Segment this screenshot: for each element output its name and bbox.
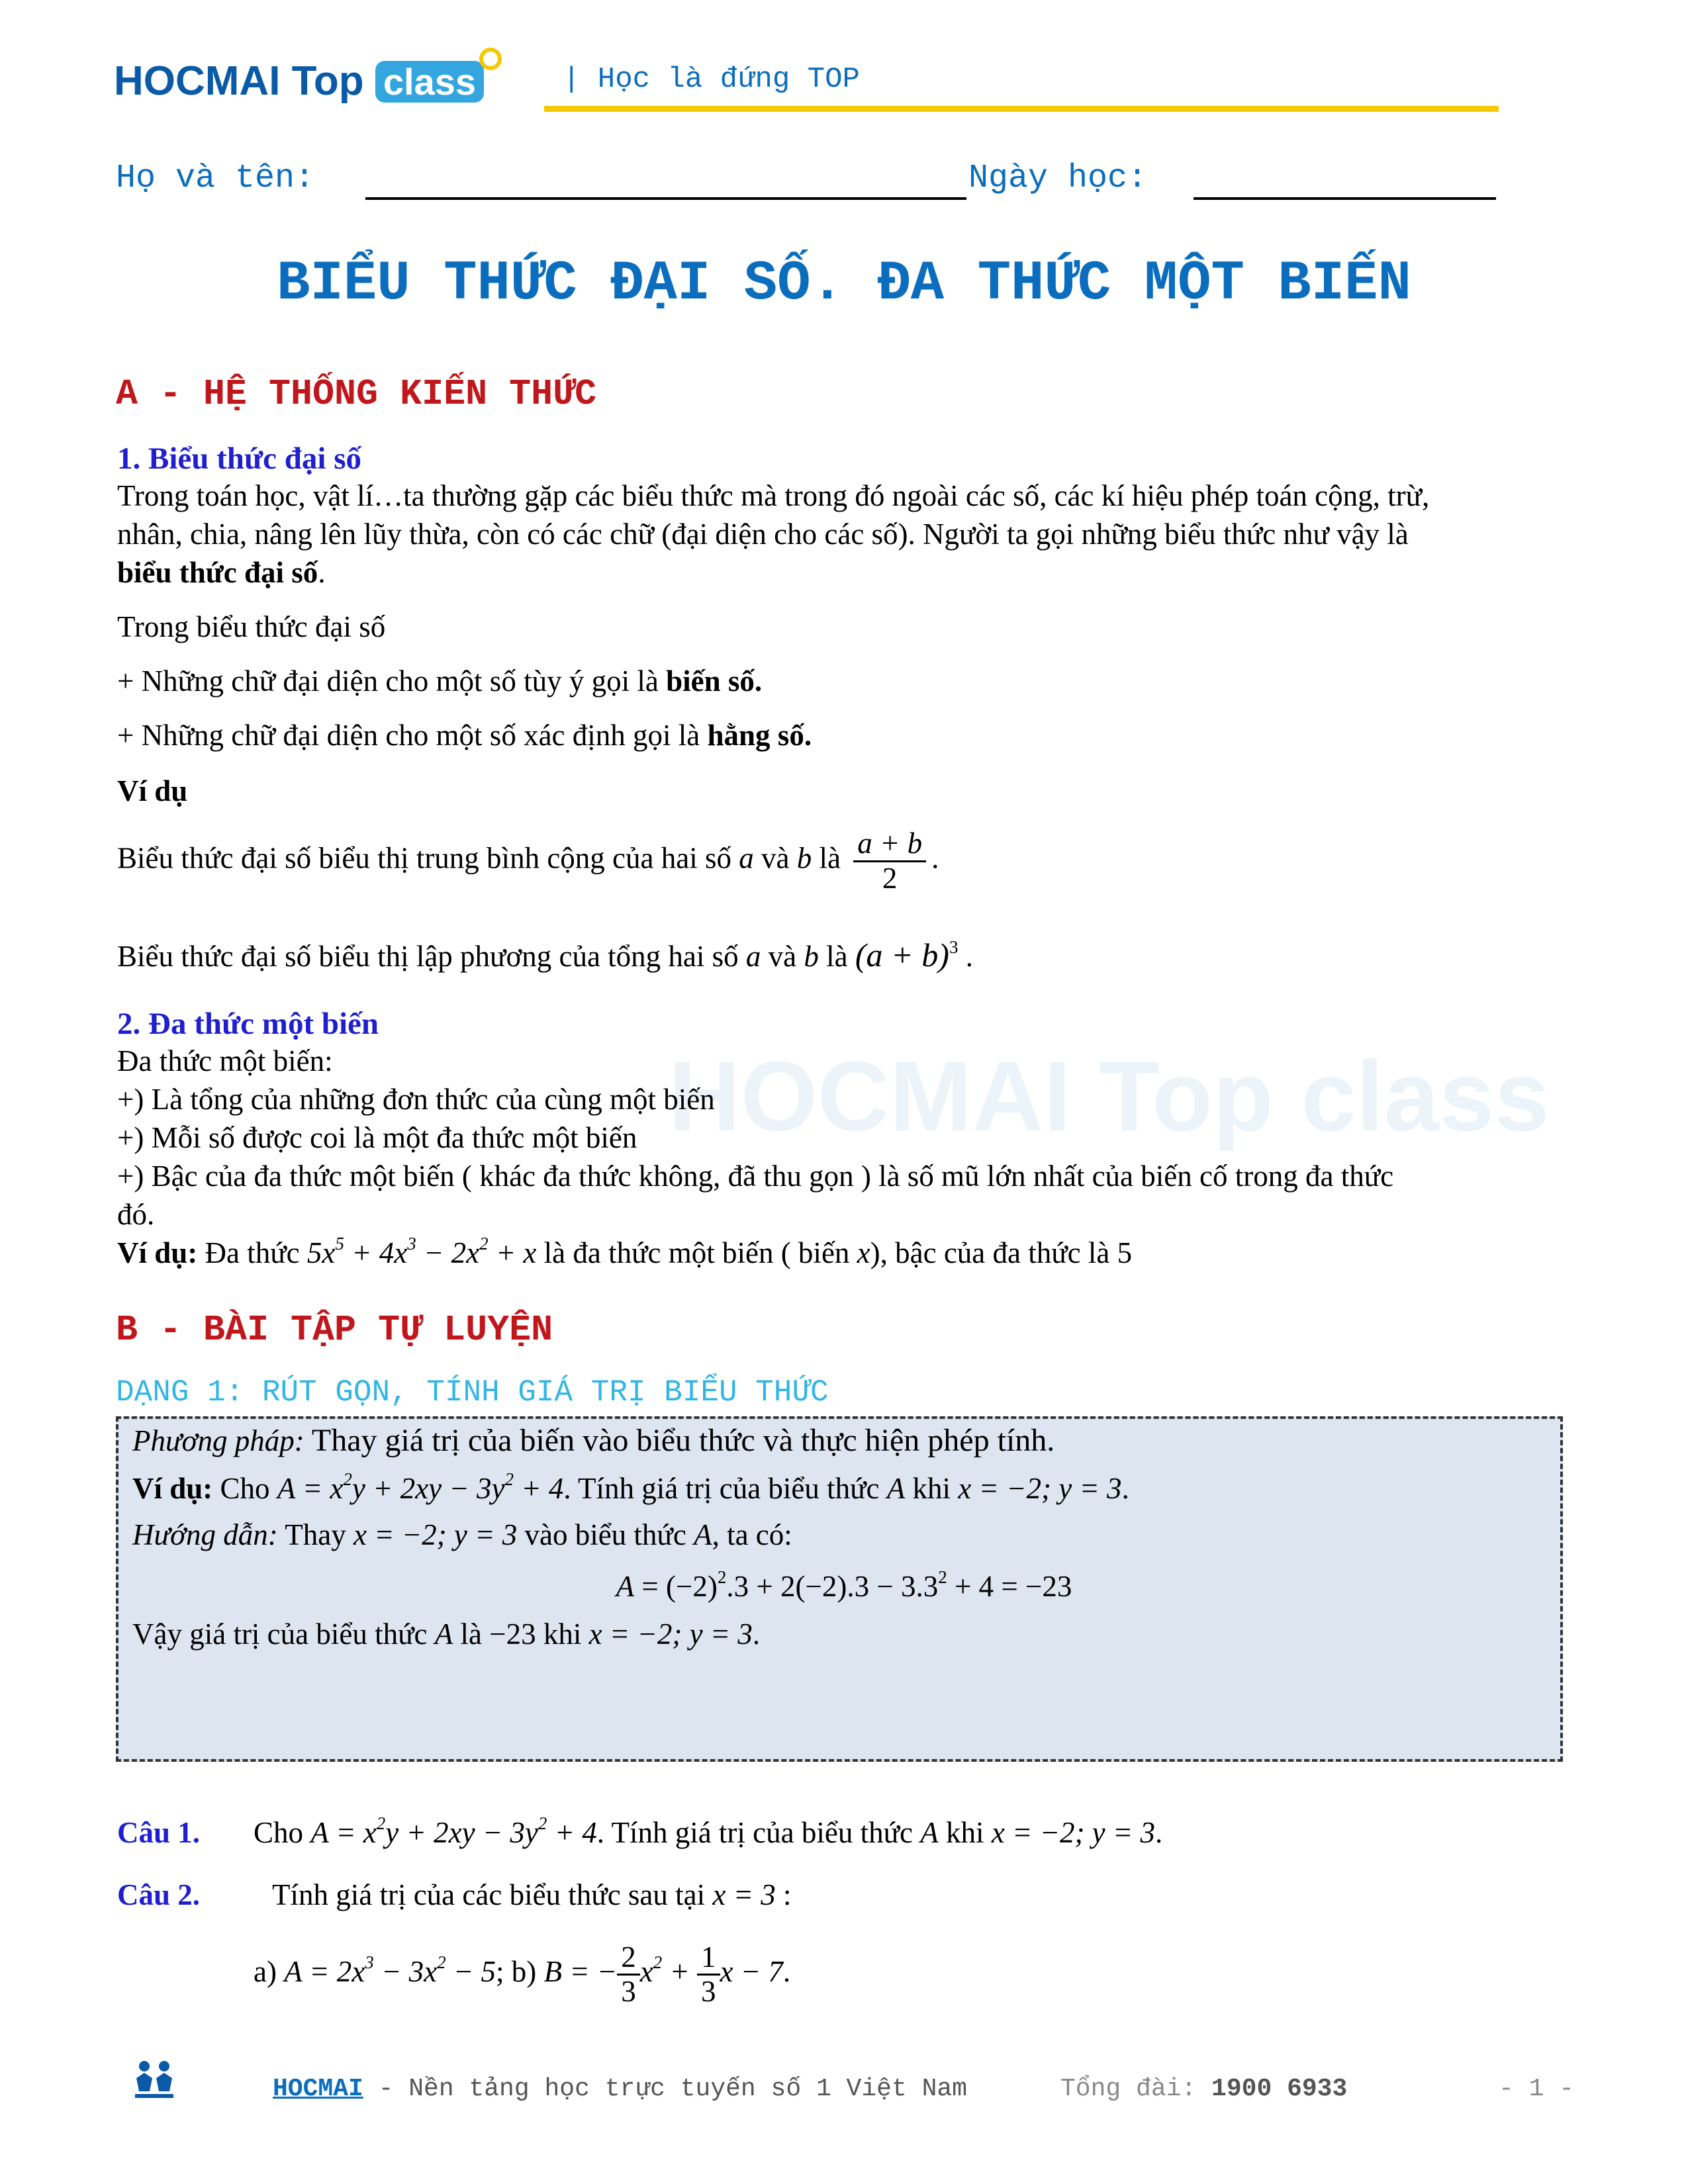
q-line-3: +) Mỗi số được coi là một đa thức một biến — [117, 1121, 637, 1154]
q-line-4a: +) Bậc của đa thức một biến ( khác đa thức không, đã thu gọn ) là số mũ lớn nhất của biến cố trong đa thức — [117, 1160, 1394, 1193]
guide-pre: Thay — [277, 1518, 353, 1551]
result-pre: Vậy giá trị của biểu thức — [132, 1617, 435, 1651]
question-1: Câu 1. Cho $A = x^2y + 2xy - 3y^2 + 4$. Tính giá trị của biểu thức A khi x = −2; y = 3. — [117, 1813, 1162, 1852]
box-example-pre: Cho — [212, 1472, 277, 1505]
footer-tagline: - Nền tảng học trực tuyến số 1 Việt Nam — [363, 2075, 967, 2103]
ex2-exp: 3 — [949, 936, 959, 957]
q5-bold: Ví dụ: — [117, 1236, 198, 1269]
q1-pre: Cho — [254, 1816, 311, 1849]
paragraph-3 — [117, 662, 762, 700]
guide-mid: vào biểu thức — [517, 1518, 694, 1551]
dang-heading: DẠNG 1: RÚT GỌN, TÍNH GIÁ TRỊ BIỂU THỨC — [116, 1375, 829, 1410]
ex1-a: a — [739, 841, 754, 875]
box-example-mid: . Tính giá trị của biểu thức — [563, 1472, 887, 1505]
q2-part-a: a) — [254, 1955, 285, 1988]
method-label: Phương pháp: — [132, 1424, 305, 1457]
ex1-and: và — [753, 841, 797, 875]
ex2-la: là — [818, 940, 855, 973]
ex1-fraction — [853, 827, 926, 895]
guide-A: A — [694, 1518, 712, 1551]
result-khi: khi — [536, 1617, 589, 1651]
q1-A: A — [920, 1816, 939, 1849]
polynomial-expr: $5x^5 + 4x^3 - 2x^2 + x$ — [306, 1233, 537, 1269]
ex2-b: b — [804, 940, 819, 973]
box-guide — [132, 1516, 792, 1554]
paragraph-polynomial — [117, 1042, 1573, 1272]
q-line-2: +) Là tổng của những đơn thức của cùng một biến — [117, 1083, 715, 1116]
slogan-text: | Học là đứng — [563, 63, 808, 96]
p1-bold: biểu thức đại số — [117, 556, 318, 589]
ex1-b: b — [796, 841, 812, 875]
p1-line-c — [117, 553, 1573, 592]
slogan-top: TOP — [807, 63, 860, 96]
p1-end: . — [318, 556, 326, 589]
ex1-numerator: a + b — [853, 827, 926, 862]
logo-top: Top — [291, 58, 364, 104]
ex2-expr: (a + b) — [855, 936, 949, 974]
result-la: là — [453, 1617, 490, 1651]
q5-end: ), bậc của đa thức là 5 — [870, 1236, 1133, 1269]
method-text: Thay giá trị của biến vào biểu thức và thực hiện phép tính. — [304, 1423, 1055, 1458]
q1-values: x = −2; y = 3 — [991, 1816, 1156, 1849]
q2-expr-b: B = − $\frac{2}{3}$ $x^2$ + $\frac{1}{3}$ x − 7 — [543, 1940, 783, 2009]
q-line-1: Đa thức một biến: — [117, 1044, 333, 1077]
q1-mid: . Tính giá trị của biểu thức — [596, 1816, 921, 1849]
box-example-label: Ví dụ: — [132, 1472, 213, 1505]
hotline-number: 1900 6933 — [1211, 2075, 1348, 2103]
page-number: - 1 - — [1499, 2075, 1575, 2103]
box-example-values: x = −2; y = 3 — [958, 1472, 1122, 1505]
result-A: A — [434, 1617, 453, 1651]
section-a-heading: A - HỆ THỐNG KIẾN THỨC — [116, 373, 597, 415]
ex2-and: và — [761, 940, 804, 973]
paragraph-4 — [117, 716, 812, 754]
guide-label: Hướng dẫn: — [132, 1518, 278, 1551]
ex2-end: . — [958, 940, 973, 973]
section-b-heading: B - BÀI TẬP TỰ LUYỆN — [116, 1309, 553, 1351]
guide-values: x = −2; y = 3 — [353, 1518, 518, 1551]
ex1-text: Biểu thức đại số biểu thị trung bình cộng của hai số — [117, 841, 739, 875]
p4-text: + Những chữ đại diện cho một số xác định gọi là — [117, 719, 708, 752]
watermark-logo: HOCMAI Top class — [669, 1040, 1550, 1152]
slogan — [563, 60, 860, 99]
ex2-text: Biểu thức đại số biểu thị lập phương của tổng hai số — [117, 940, 746, 973]
subheading-2: 2. Đa thức một biến — [117, 1007, 379, 1041]
box-example-expr: $A = x^2y + 2xy - 3y^2 + 4$ — [277, 1469, 564, 1505]
q5-post: là đa thức một biến ( biến — [536, 1236, 857, 1269]
paragraph-2: Trong biểu thức đại số — [117, 610, 386, 643]
hotline-label: Tổng đài: — [1060, 2075, 1212, 2103]
p1-line-b: nhân, chia, nâng lên lũy thừa, còn có các chữ (đại diện cho các số). Người ta gọi những biểu thức như vậy là — [117, 518, 1409, 551]
example-1 — [117, 827, 939, 895]
footer — [273, 2073, 967, 2106]
example-label: Ví dụ — [117, 774, 188, 807]
q-line-5 — [117, 1234, 1573, 1272]
logo-class: class — [375, 61, 484, 103]
date-label: Ngày học: — [968, 159, 1148, 197]
logo-hocmai: HOCMAI — [114, 58, 281, 104]
question-2-parts — [254, 1935, 790, 2009]
q2-sep: ; b) — [495, 1955, 544, 1988]
p3-bold: biến số. — [666, 664, 763, 698]
ex1-la: là — [812, 841, 849, 875]
footer-hotline — [1060, 2073, 1347, 2106]
page-title: BIỂU THỨC ĐẠI SỐ. ĐA THỨC MỘT BIẾN — [277, 253, 1411, 316]
box-example: Ví dụ: Cho $A = x^2y + 2xy - 3y^2 + 4$. Tính giá trị của biểu thức A khi x = −2; y = 3. — [132, 1469, 1129, 1505]
brand-logo — [114, 52, 484, 111]
q2-expr-a: $A = 2x^3 - 3x^2 - 5$ — [284, 1952, 496, 1988]
subheading-1: 1. Biểu thức đại số — [117, 441, 362, 476]
example-heading — [117, 772, 187, 810]
box-example-khi: khi — [905, 1472, 959, 1505]
people-icon — [131, 2058, 177, 2101]
q5-pre: Đa thức — [197, 1236, 307, 1269]
q5-x: x — [857, 1236, 870, 1269]
q-line-4b: đó. — [117, 1198, 155, 1231]
p3-text: + Những chữ đại diện cho một số tùy ý gọi là — [117, 664, 667, 698]
date-field-line[interactable] — [1194, 197, 1496, 200]
ex1-end: . — [931, 841, 939, 875]
result-val: −23 — [489, 1617, 536, 1651]
q2-x: x = 3 — [712, 1878, 776, 1911]
name-label: Họ và tên: — [116, 159, 315, 197]
question-1-label: Câu 1. — [117, 1816, 201, 1849]
q2-end2: . — [782, 1955, 791, 1988]
footer-brand-link[interactable]: HOCMAI — [273, 2075, 363, 2103]
header-underline — [544, 106, 1499, 112]
q1-khi: khi — [938, 1816, 992, 1849]
p4-bold: hằng số. — [707, 719, 812, 752]
p1-line-a: Trong toán học, vật lí…ta thường gặp các biểu thức mà trong đó ngoài các số, các kí hiệu phép toán cộng, trừ, — [117, 479, 1430, 512]
method-line — [132, 1422, 1055, 1460]
q2-end: : — [775, 1878, 792, 1911]
ex2-a: a — [745, 940, 761, 973]
question-2 — [117, 1876, 792, 1914]
guide-end: , ta có: — [712, 1518, 792, 1551]
box-calculation: $A = (-2)^2.3 + 2(-2).3 - 3.3^2 + 4 = -23$ — [616, 1567, 1072, 1603]
name-field-line[interactable] — [365, 197, 966, 200]
q2-text: Tính giá trị của các biểu thức sau tại — [272, 1878, 713, 1911]
paragraph-1 — [117, 477, 1573, 592]
ex1-denominator: 2 — [882, 861, 898, 895]
sun-icon — [475, 44, 506, 74]
result-values: x = −2; y = 3 — [588, 1617, 753, 1651]
box-result: Vậy giá trị của biểu thức A là −23 khi x = −2; y = 3. — [132, 1617, 761, 1651]
box-example-A: A — [886, 1472, 906, 1505]
question-2-label: Câu 2. — [117, 1878, 201, 1911]
q1-expr: $A = x^2y + 2xy - 3y^2 + 4$ — [310, 1813, 597, 1849]
example-2 — [117, 936, 973, 976]
